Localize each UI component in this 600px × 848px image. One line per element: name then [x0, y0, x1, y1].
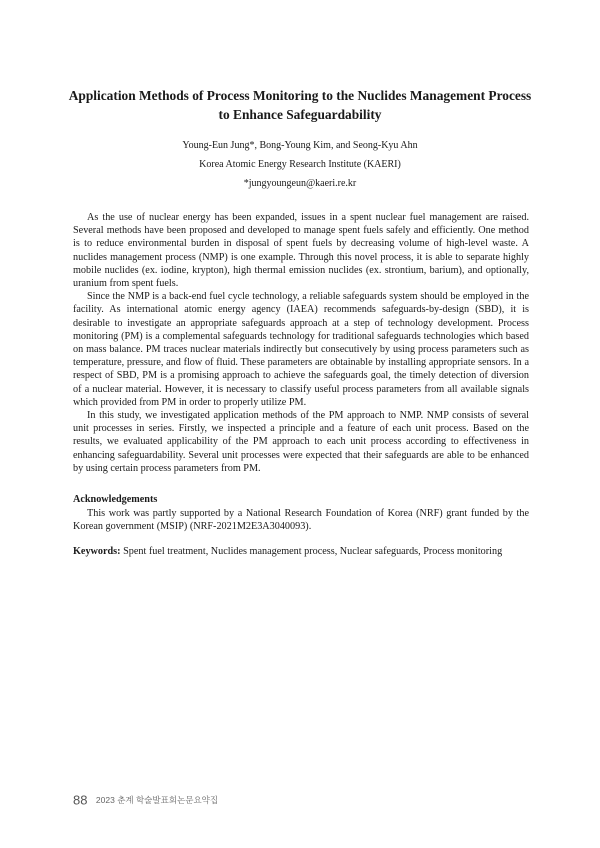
- keywords: [73, 545, 543, 558]
- acknowledgements: [73, 507, 529, 533]
- keywords-label: Keywords:: [73, 546, 121, 557]
- keywords-text: Spent fuel treatment, Nuclides management process, Nuclear safeguards, Process monitoring: [120, 546, 503, 557]
- acknowledgements-heading: Acknowledgements: [73, 494, 158, 505]
- page-footer: [73, 791, 218, 809]
- paper-title: [60, 86, 540, 124]
- paragraph-2: Since the NMP is a back-end fuel cycle technology, a reliable safeguards system should be employed in the facility. As international atomic energy agency (IAEA) recommends safeguards-by-design (SBD), it is desirable to investigate an appropriate safeguards approach at a step of technology development. Process monitoring (PM) is a complemental safeguards technology for traditional safeguards technologies which based on mass balance. PM traces nuclear materials indirectly but consecutively by using process parameters such as temperature, pressure, and flow of fluid. These parameters are obtainable by installing appropriate sensors. In a respect of SBD, PM is a promising approach to achieve the safeguards goal, the timely detection of diversion of a nuclear material. However, it is necessary to classify useful process parameters from all available signals which provided from PM in order to properly utilize PM.: [73, 291, 529, 408]
- proceedings-name: 2023 춘계 학술발표회논문요약집: [95, 794, 219, 805]
- acknowledgements-text: This work was partly supported by a National Research Foundation of Korea (NRF) grant funded by the Korean government (MSIP) (NRF-2021M2E3A3040093).: [73, 508, 529, 533]
- page-number: 88: [73, 792, 88, 808]
- abstract-body: [73, 211, 529, 475]
- affiliation: Korea Atomic Energy Research Institute (KAERI): [199, 159, 401, 170]
- author-email: *jungyoungeun@kaeri.re.kr: [243, 178, 357, 189]
- authors: Young-Eun Jung*, Bong-Young Kim, and Seong-Kyu Ahn: [182, 140, 418, 151]
- title-line-1: Application Methods of Process Monitoring to the Nuclides Management Process: [68, 88, 532, 103]
- title-line-2: to Enhance Safeguardability: [218, 107, 382, 122]
- paragraph-3: In this study, we investigated application methods of the PM approach to NMP. NMP consists of several unit processes in series. Firstly, we inspected a principle and a feature of each unit process. Based on the results, we evaluated applicability of the PM approach to each unit process according to effectiveness in enhancing safeguardability. Several unit processes were expected that their safeguards are able to be enhanced by using certain process parameters from PM.: [73, 410, 529, 474]
- paragraph-1: As the use of nuclear energy has been expanded, issues in a spent nuclear fuel management are raised. Several methods have been proposed and developed to manage spent fuels safely and efficiently. One method is to reduce environmental burden in disposal of spent fuels by decreasing volume of high-level waste. A nuclides management process (NMP) is one example. Through this novel process, it is able to separate highly mobile nuclides (ex. iodine, krypton), high thermal emission nuclides (ex. strontium, barium), and optionally, uranium from spent fuels.: [73, 212, 529, 290]
